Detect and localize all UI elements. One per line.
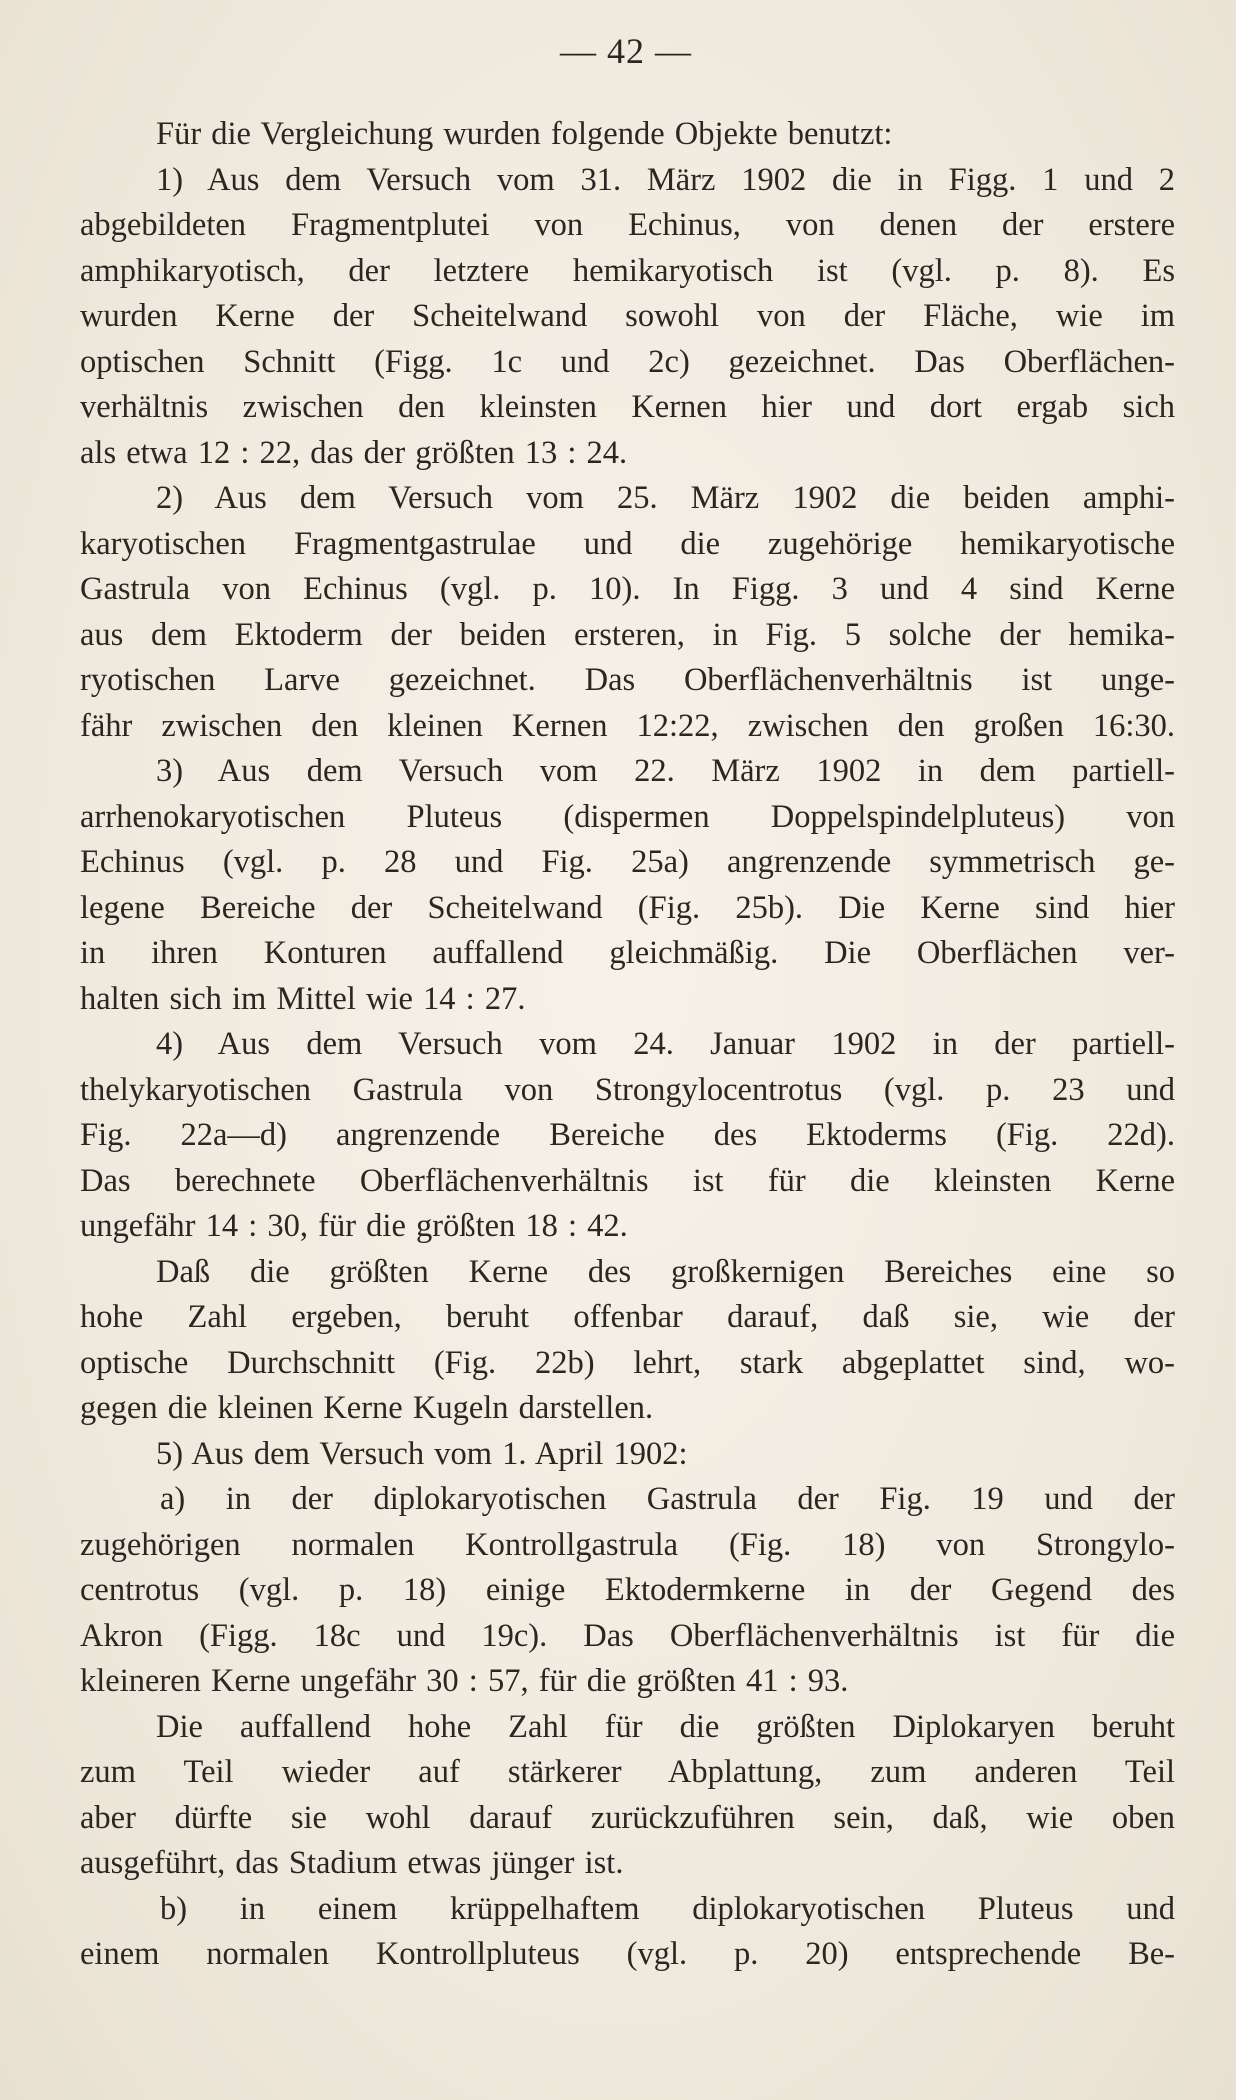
text-line: Die auffallend hohe Zahl für die größten Diplokaryen beruht bbox=[156, 1708, 1175, 1745]
page-number: — 42 — bbox=[560, 31, 692, 71]
text-line: 3) Aus dem Versuch vom 22. März 1902 in dem partiell- bbox=[156, 753, 1175, 789]
text-line: fähr zwischen den kleinen Kernen 12:22, zwischen den großen 16:30. bbox=[80, 707, 1175, 744]
text-line: abgebildeten Fragmentplutei von Echinus, von denen der erstere bbox=[80, 207, 1175, 243]
text-line: Gastrula von Echinus (vgl. p. 10). In Figg. 3 und 4 sind Kerne bbox=[80, 571, 1175, 607]
text-line: einem normalen Kontrollpluteus (vgl. p. 20) entsprechende Be- bbox=[80, 1936, 1175, 1972]
text-line: Akron (Figg. 18c und 19c). Das Oberflächenverhältnis ist für die bbox=[80, 1617, 1175, 1654]
text-line: legene Bereiche der Scheitelwand (Fig. 25b). Die Kerne sind hier bbox=[80, 889, 1175, 926]
text-line: zum Teil wieder auf stärkerer Abplattung, zum anderen Teil bbox=[80, 1754, 1175, 1790]
text-line: aus dem Ektoderm der beiden ersteren, in Fig. 5 solche der hemika- bbox=[80, 616, 1175, 653]
text-line: Fig. 22a—d) angrenzende Bereiche des Ektoderms (Fig. 22d). bbox=[80, 1117, 1175, 1153]
text-line: arrhenokaryotischen Pluteus (dispermen Doppelspindelpluteus) von bbox=[80, 798, 1175, 835]
text-line: 2) Aus dem Versuch vom 25. März 1902 die beiden amphi- bbox=[156, 480, 1175, 516]
text-line: ryotischen Larve gezeichnet. Das Oberflächenverhältnis ist unge- bbox=[80, 662, 1175, 698]
text-line: 5) Aus dem Versuch vom 1. April 1902: bbox=[156, 1435, 688, 1472]
text-line: 1) Aus dem Versuch vom 31. März 1902 die in Figg. 1 und 2 bbox=[156, 161, 1175, 198]
text-line: centrotus (vgl. p. 18) einige Ektodermkerne in der Gegend des bbox=[80, 1572, 1175, 1608]
text-line: Echinus (vgl. p. 28 und Fig. 25a) angrenzende symmetrisch ge- bbox=[80, 844, 1175, 880]
text-line: wurden Kerne der Scheitelwand sowohl von der Fläche, wie im bbox=[80, 298, 1175, 334]
text-line: b) in einem krüppelhaftem diplokaryotischen Pluteus und bbox=[160, 1890, 1175, 1927]
text-line: verhältnis zwischen den kleinsten Kernen hier und dort ergab sich bbox=[80, 389, 1175, 425]
text-line: optische Durchschnitt (Fig. 22b) lehrt, stark abgeplattet sind, wo- bbox=[80, 1344, 1175, 1381]
text-body bbox=[80, 112, 1175, 1978]
text-line: Für die Vergleichung wurden folgende Objekte benutzt: bbox=[156, 116, 893, 152]
text-line: amphikaryotisch, der letztere hemikaryotisch ist (vgl. p. 8). Es bbox=[80, 252, 1175, 289]
text-line: a) in der diplokaryotischen Gastrula der Fig. 19 und der bbox=[160, 1481, 1175, 1517]
text-line: thelykaryotischen Gastrula von Strongylocentrotus (vgl. p. 23 und bbox=[80, 1071, 1175, 1108]
text-line: hohe Zahl ergeben, beruht offenbar darauf, daß sie, wie der bbox=[80, 1299, 1175, 1335]
text-line: Daß die größten Kerne des großkernigen Bereiches eine so bbox=[156, 1253, 1175, 1290]
text-line: in ihren Konturen auffallend gleichmäßig. Die Oberflächen ver- bbox=[80, 935, 1175, 971]
text-line: aber dürfte sie wohl darauf zurückzuführen sein, daß, wie oben bbox=[80, 1799, 1175, 1836]
text-line: ungefähr 14 : 30, für die größten 18 : 42. bbox=[80, 1208, 628, 1244]
text-line: 4) Aus dem Versuch vom 24. Januar 1902 in der partiell- bbox=[156, 1026, 1175, 1062]
text-line: gegen die kleinen Kerne Kugeln darstellen. bbox=[80, 1390, 654, 1426]
text-line: kleineren Kerne ungefähr 30 : 57, für die größten 41 : 93. bbox=[80, 1663, 849, 1699]
text-line: halten sich im Mittel wie 14 : 27. bbox=[80, 980, 526, 1017]
text-line: optischen Schnitt (Figg. 1c und 2c) gezeichnet. Das Oberflächen- bbox=[80, 343, 1175, 380]
text-line: als etwa 12 : 22, das der größten 13 : 24. bbox=[80, 434, 628, 471]
text-line: ausgeführt, das Stadium etwas jünger ist. bbox=[80, 1845, 624, 1881]
text-line: karyotischen Fragmentgastrulae und die zugehörige hemikaryotische bbox=[80, 525, 1175, 562]
text-line: zugehörigen normalen Kontrollgastrula (Fig. 18) von Strongylo- bbox=[80, 1526, 1175, 1563]
text-line: Das berechnete Oberflächenverhältnis ist für die kleinsten Kerne bbox=[80, 1162, 1175, 1199]
